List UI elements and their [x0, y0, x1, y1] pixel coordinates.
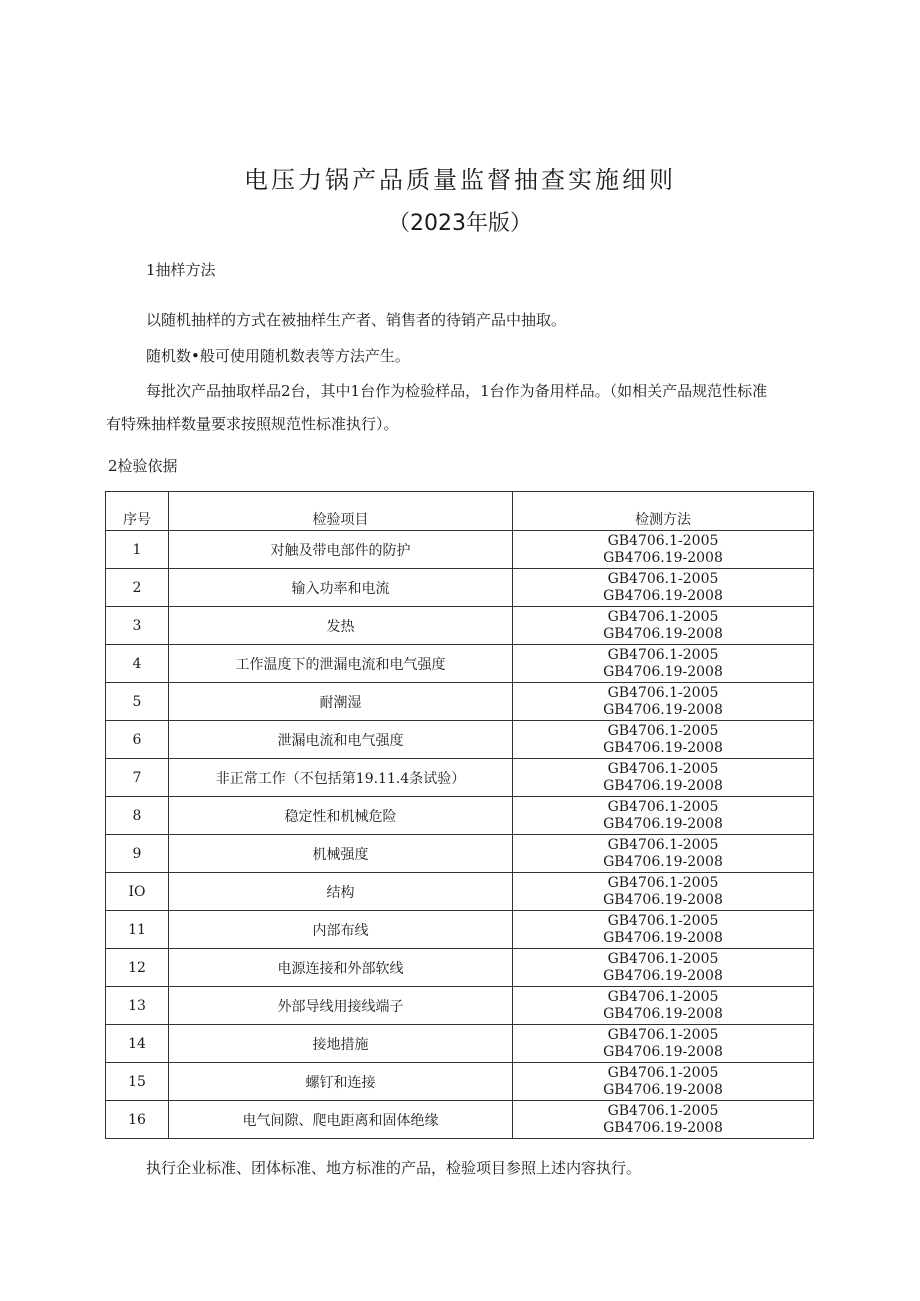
cell-method [513, 987, 814, 1025]
method-standard-general: GB4706.1-2005 [607, 570, 719, 587]
method-standard-specific: GB4706.19-2008 [603, 549, 723, 566]
table-row [106, 1063, 814, 1101]
cell-method [513, 721, 814, 759]
paragraph-sample-quantity: 每批次产品抽取样品2台，其中1台作为检验样品，1台作为备用样品。（如相关产品规范性标准 [146, 382, 768, 400]
method-standard-general: GB4706.1-2005 [607, 988, 719, 1005]
method-standard-specific: GB4706.19-2008 [603, 777, 723, 794]
header-no: 序号 [106, 492, 169, 531]
table-row [106, 531, 814, 569]
table-row [106, 987, 814, 1025]
cell-method [513, 797, 814, 835]
cell-method [513, 569, 814, 607]
table-row [106, 683, 814, 721]
table-row [106, 797, 814, 835]
method-standard-specific: GB4706.19-2008 [603, 663, 723, 680]
method-standard-specific: GB4706.19-2008 [603, 853, 723, 870]
cell-method [513, 1101, 814, 1139]
table-row [106, 949, 814, 987]
cell-item: 非正常工作（不包括第19.11.4条试验） [169, 759, 513, 797]
method-standard-general: GB4706.1-2005 [607, 684, 719, 701]
method-standard-specific: GB4706.19-2008 [603, 891, 723, 908]
method-standard-general: GB4706.1-2005 [607, 608, 719, 625]
cell-item: 电气间隙、爬电距离和固体绝缘 [169, 1101, 513, 1139]
cell-method [513, 911, 814, 949]
cell-item: 输入功率和电流 [169, 569, 513, 607]
cell-item: 稳定性和机械危险 [169, 797, 513, 835]
table-row [106, 645, 814, 683]
cell-no: 12 [106, 949, 169, 987]
method-standard-specific: GB4706.19-2008 [603, 815, 723, 832]
cell-method [513, 1025, 814, 1063]
cell-item: 外部导线用接线端子 [169, 987, 513, 1025]
document-subtitle: （2023年版） [388, 211, 532, 236]
inspection-table [105, 491, 814, 1139]
cell-item: 电源连接和外部软线 [169, 949, 513, 987]
table-row [106, 835, 814, 873]
table-row [106, 721, 814, 759]
paragraph-footer-note: 执行企业标准、团体标准、地方标准的产品，检验项目参照上述内容执行。 [146, 1159, 642, 1177]
cell-no: IO [106, 873, 169, 911]
method-standard-general: GB4706.1-2005 [607, 760, 719, 777]
method-standard-general: GB4706.1-2005 [607, 1026, 719, 1043]
cell-no: 3 [106, 607, 169, 645]
cell-item: 内部布线 [169, 911, 513, 949]
cell-no: 2 [106, 569, 169, 607]
method-standard-specific: GB4706.19-2008 [603, 739, 723, 756]
cell-method [513, 835, 814, 873]
cell-no: 13 [106, 987, 169, 1025]
section-heading-basis: 2检验依据 [108, 457, 178, 475]
table-header-row [106, 492, 814, 531]
cell-no: 5 [106, 683, 169, 721]
method-standard-general: GB4706.1-2005 [607, 912, 719, 929]
paragraph-random-number: 随机数•般可使用随机数表等方法产生。 [146, 347, 410, 365]
method-standard-general: GB4706.1-2005 [607, 1102, 719, 1119]
cell-method [513, 683, 814, 721]
method-standard-general: GB4706.1-2005 [607, 532, 719, 549]
header-method: 检测方法 [513, 492, 814, 531]
table-row [106, 911, 814, 949]
section-heading-sampling: 1抽样方法 [146, 261, 216, 279]
cell-no: 14 [106, 1025, 169, 1063]
method-standard-general: GB4706.1-2005 [607, 798, 719, 815]
cell-method [513, 607, 814, 645]
cell-no: 7 [106, 759, 169, 797]
cell-method [513, 759, 814, 797]
cell-item: 对触及带电部件的防护 [169, 531, 513, 569]
cell-item: 螺钉和连接 [169, 1063, 513, 1101]
method-standard-general: GB4706.1-2005 [607, 646, 719, 663]
cell-no: 6 [106, 721, 169, 759]
paragraph-sample-quantity-cont: 有特殊抽样数量要求按照规范性标准执行）。 [106, 415, 399, 433]
method-standard-specific: GB4706.19-2008 [603, 625, 723, 642]
table-row [106, 873, 814, 911]
method-standard-specific: GB4706.19-2008 [603, 929, 723, 946]
table-row [106, 1101, 814, 1139]
header-item: 检验项目 [169, 492, 513, 531]
cell-no: 16 [106, 1101, 169, 1139]
cell-item: 工作温度下的泄漏电流和电气强度 [169, 645, 513, 683]
method-standard-specific: GB4706.19-2008 [603, 967, 723, 984]
table-row [106, 569, 814, 607]
table-row [106, 607, 814, 645]
cell-item: 接地措施 [169, 1025, 513, 1063]
cell-method [513, 1063, 814, 1101]
method-standard-specific: GB4706.19-2008 [603, 1081, 723, 1098]
cell-item: 耐潮湿 [169, 683, 513, 721]
cell-method [513, 645, 814, 683]
method-standard-specific: GB4706.19-2008 [603, 1119, 723, 1136]
cell-item: 发热 [169, 607, 513, 645]
cell-item: 泄漏电流和电气强度 [169, 721, 513, 759]
cell-item: 机械强度 [169, 835, 513, 873]
method-standard-specific: GB4706.19-2008 [603, 1005, 723, 1022]
method-standard-specific: GB4706.19-2008 [603, 587, 723, 604]
table-row [106, 759, 814, 797]
cell-no: 4 [106, 645, 169, 683]
paragraph-sampling-method: 以随机抽样的方式在被抽样生产者、销售者的待销产品中抽取。 [146, 311, 567, 329]
cell-item: 结构 [169, 873, 513, 911]
method-standard-general: GB4706.1-2005 [607, 950, 719, 967]
cell-no: 1 [106, 531, 169, 569]
method-standard-general: GB4706.1-2005 [607, 874, 719, 891]
cell-no: 11 [106, 911, 169, 949]
cell-method [513, 949, 814, 987]
cell-no: 8 [106, 797, 169, 835]
method-standard-specific: GB4706.19-2008 [603, 701, 723, 718]
cell-method [513, 873, 814, 911]
cell-no: 15 [106, 1063, 169, 1101]
method-standard-general: GB4706.1-2005 [607, 722, 719, 739]
method-standard-specific: GB4706.19-2008 [603, 1043, 723, 1060]
cell-no: 9 [106, 835, 169, 873]
table-row [106, 1025, 814, 1063]
document-title: 电压力锅产品质量监督抽查实施细则 [244, 166, 676, 194]
cell-method [513, 531, 814, 569]
method-standard-general: GB4706.1-2005 [607, 1064, 719, 1081]
method-standard-general: GB4706.1-2005 [607, 836, 719, 853]
